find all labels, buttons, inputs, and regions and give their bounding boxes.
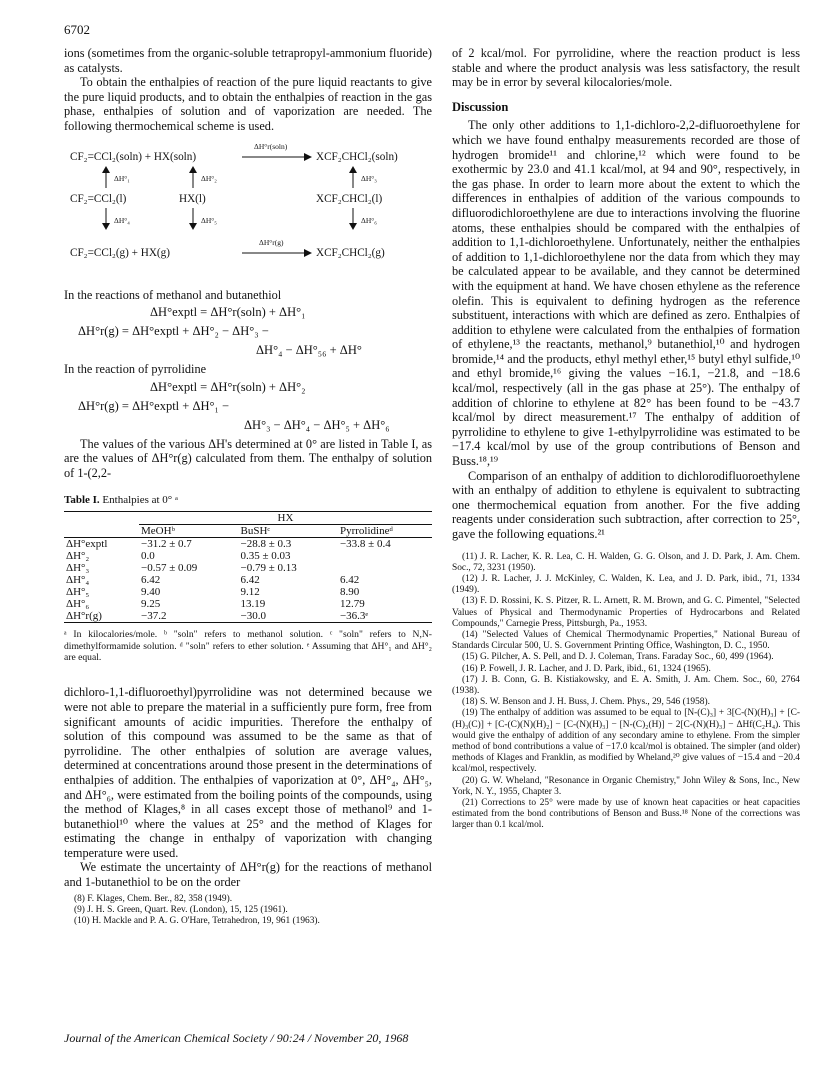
table-cell: 6.42 [339, 574, 360, 587]
table-cell: −0.79 ± 0.13 [240, 562, 297, 575]
reference-list [452, 552, 800, 832]
table-row [64, 574, 432, 586]
reference: (20) G. W. Wheland, "Resonance in Organic Chemistry," John Wiley & Sons, Inc., New York, N. Y., 1955, Chapter 3. [452, 775, 800, 797]
scheme-label: ΔH°r(g) [259, 237, 284, 247]
equation: ΔH°r(g) = ΔH°exptl + ΔH°₁ − [78, 398, 230, 413]
scheme-liquid-product: XCF₂CHCl₂(l) [316, 192, 383, 205]
table-row-label: ΔH°₃ [66, 562, 90, 575]
paragraph: We estimate the uncertainty of ΔH°r(g) for the reactions of methanol and 1-butanethiol to be on the order [64, 860, 432, 890]
thermochemical-scheme [64, 140, 432, 286]
scheme-liquid-hx: HX(l) [179, 192, 206, 205]
reference: (11) J. R. Lacher, K. R. Lea, C. H. Walden, G. G. Olson, and J. D. Park, J. Am. Chem. Soc., 72, 3231 (1950). [452, 551, 800, 573]
scheme-label: ΔH°₂ [201, 173, 217, 183]
table-cell: 9.40 [141, 586, 161, 599]
table-cell: 0.0 [141, 550, 155, 563]
table-cell: 9.12 [240, 586, 260, 599]
table-column-header: BuSHᶜ [240, 525, 271, 538]
equation: ΔH°₄ − ΔH°₅₆ + ΔH° [256, 343, 362, 358]
table-row-label: ΔH°₄ [66, 574, 90, 587]
table-row [64, 538, 432, 551]
scheme-gas-product: XCF₂CHCl₂(g) [316, 246, 385, 259]
reference: (15) G. Pilcher, A. S. Pell, and D. J. Coleman, Trans. Faraday Soc., 60, 499 (1964). [462, 652, 774, 663]
table-cell: −30.0 [238, 610, 337, 623]
table-group-header: HX [139, 512, 432, 525]
paragraph: Comparison of an enthalpy of addition to dichlorodifluoroethylene with an enthalpy of addition to ethylene is equivalent to subtracting one thermochemical equation from another. For the five adding reagents under consideration such subtraction, after correction to 25°, gave the following equations.²¹ [452, 468, 800, 541]
reference: (21) Corrections to 25° were made by use of known heat capacities or heat capacities estimated from the bond contributions of Benson and Buss.¹⁸ None of the corrections was larger than 0.1 kcal/mol. [452, 798, 800, 831]
paragraph: The values of the various ΔH's determined at 0° are listed in Table I, as are the values of ΔH°r(g) calculated from them. The enthalpy of solution of 1-(2,2- [64, 436, 432, 480]
scheme-down-arrow [189, 208, 197, 230]
paragraph: In the reaction of pyrrolidine [64, 362, 207, 377]
table-cell [338, 562, 432, 574]
reference: (16) P. Fowell, J. R. Lacher, and J. D. Park, ibid., 61, 1324 (1965). [462, 663, 711, 674]
scheme-gas-reactants: CF₂=CCl₂(g) + HX(g) [70, 246, 170, 259]
table-row-label: ΔH°₂ [66, 550, 90, 563]
scheme-label: ΔH°₃ [361, 173, 377, 183]
enthalpy-table [64, 511, 432, 623]
page-number: 6702 [64, 22, 90, 37]
section-heading: Discussion [452, 99, 509, 114]
table-caption: Table I. Enthalpies at 0° ᵃ [64, 493, 178, 506]
scheme-product: XCF₂CHCl₂(soln) [316, 150, 398, 163]
table-row [64, 610, 432, 623]
table-cell: −37.2 [139, 610, 238, 623]
reference: (19) The enthalpy of addition was assumed to be equal to [N-(C)₃] + 3[C-(N)(H)₃] + [C-(H)₃(C)] + [C-(C)(N)(H)₂] − [C-(N)(H)₃] − [N-(C)₂(H)] − 2[C-(N)(H)₃] − ΔHf(C₂H₄). This would give the enthalpy of addition of any secondary amine to ethylene. From the simpler method of bond contributions a value of −17.0 kcal/mol is obtained. The simpler (and older) methods of Klages and Franklin, as modified by Wheland,²⁰ give values of −15.4 and −20.4 kcal/mol, respectively. [452, 708, 800, 775]
reference: (8) F. Klages, Chem. Ber., 82, 358 (1949). [74, 893, 233, 904]
paragraph: of 2 kcal/mol. For pyrrolidine, where the reaction product is less stable and where the product analysis was less satisfactory, the result may be in error by several kilocalories/mole. [452, 46, 800, 90]
table-row [64, 586, 432, 598]
paragraph: dichloro-1,1-difluoroethyl)pyrrolidine was not determined because we were not able to prepare the material in a sufficiently pure form, free from significant amounts of acidic impurities. Therefore the enthalpy of solution of this compound was assumed to be the same as that of pyrrolidine. The other enthalpies of solution are average values, determined at concentrations around those present in the determinations of enthalpies of addition. The enthalpies of vaporization at 0°, ΔH°₄, ΔH°₅, and ΔH°₆, were estimated from the boiling points of the compounds, using the method of Klages,⁸ in all cases except those of methanol⁹ and 1-butanethiol¹⁰ where the values at 25° and the method of Klages for estimating the change in enthalpy of vaporization with changing temperature were used. [64, 685, 432, 860]
table-cell: 6.42 [141, 574, 161, 587]
table-cell: −0.57 ± 0.09 [141, 562, 198, 575]
table-row [64, 598, 432, 610]
right-column [452, 46, 800, 832]
scheme-down-arrow [349, 208, 357, 230]
scheme-arrow [242, 152, 312, 162]
equation: ΔH°exptl = ΔH°r(soln) + ΔH°₂ [150, 379, 306, 394]
scheme-label: ΔH°₅ [201, 215, 217, 225]
scheme-reactants: CF₂=CCl₂(soln) + HX(soln) [70, 150, 197, 163]
table-cell: 9.25 [141, 598, 161, 611]
paragraph: ions (sometimes from the organic-soluble tetrapropyl-ammonium fluoride) as catalysts. [64, 46, 432, 75]
table-cell: −31.2 ± 0.7 [141, 538, 192, 551]
left-column [64, 46, 432, 927]
table-cell [338, 550, 432, 562]
table-row-label: ΔH°₆ [66, 598, 90, 611]
reference: (12) J. R. Lacher, J. J. McKinley, C. Walden, K. Lea, and J. D. Park, ibid., 71, 1334 (1949). [452, 574, 800, 596]
table-row [64, 550, 432, 562]
reference: (17) J. B. Conn, G. B. Kistiakowsky, and E. A. Smith, J. Am. Chem. Soc., 60, 2764 (1938). [452, 674, 800, 697]
scheme-label: ΔH°₁ [114, 173, 130, 183]
paragraph: The only other additions to 1,1-dichloro-2,2-difluoroethylene for which we have found enthalpy measurements recorded are those of hydrogen bromide¹¹ and chlorine,¹² which were found to be exothermic by 23.0 and 41.1 kcal/mol, at 94 and 90°, respectively, in the gas phase. In order to learn more about the extent to which the differences in enthalpies of addition of the various compounds to difluorodichloroethylene are due to interactions involving the fluorine atoms, these enthalpies should be compared with the enthalpies of addition to 1,1-dichloroethylene. Unfortunately, neither the enthalpies of addition to 1,1-dichloroethylene nor the data from which they may be calculated appear to be available, and they cannot be determined with the equipment at hand. We have chosen ethylene as the reference olefin. This is equivalent to defining hydrogen as the reference substituent, interactions with which are defined as zero. Enthalpies of addition to ethylene were calculated from the enthalpies of formation of ethylene,¹³ the reactants, methanol,⁹ butanethiol,¹⁰ and hydrogen bromide,¹⁴ and the products, ethyl methyl ether,¹⁵ butyl ethyl sulfide,¹⁰ and ethyl bromide,¹⁶ giving the values −16.1, −21.8, and −18.6 kcal/mol, respectively (all in the gas phase at 25°). The enthalpy of addition of chlorine to ethylene at 82° has been found to be −43.7 kcal/mol by direct measurement.¹⁷ The enthalpy of addition of pyrrolidine to ethylene to give 1-ethylpyrrolidine was estimated to be −17.4 kcal/mol by use of the group contributions of Benson and Buss.¹⁸,¹⁹ [452, 118, 800, 469]
table-cell: 8.90 [339, 586, 360, 599]
scheme-up-arrow [349, 166, 357, 188]
scheme-up-arrow [189, 166, 197, 188]
table-row-label: ΔH°₅ [66, 586, 90, 599]
paragraph: In the reactions of methanol and butanethiol [64, 287, 282, 302]
reference: (13) F. D. Rossini, K. S. Pitzer, R. L. Arnett, R. M. Brown, and G. C. Pimentel, "Selected Values of Physical and Thermodynamic Properties of Hydrocarbons and Related Compounds," Carnegie Press, Pittsburgh, Pa., 1953. [452, 596, 800, 629]
table-column-header: MeOHᵇ [141, 525, 175, 538]
scheme-up-arrow [102, 166, 110, 188]
table-cell: 13.19 [240, 598, 266, 611]
table-column-header: Pyrrolidineᵈ [339, 525, 393, 538]
table-cell: −28.8 ± 0.3 [240, 538, 292, 551]
table-footnotes: ᵃ In kilocalories/mole. ᵇ "soln" refers to methanol solution. ᶜ "soln" refers to N,N-dimethylformamide solution. ᵈ "soln" refers to ether solution. ᵉ Assuming that ΔH°₁ and ΔH°₂ are equal. [64, 629, 432, 663]
scheme-down-arrow [102, 208, 110, 230]
table-cell: −33.8 ± 0.4 [339, 538, 391, 551]
table-cell: 6.42 [240, 574, 260, 587]
equation: ΔH°exptl = ΔH°r(soln) + ΔH°₁ [150, 305, 306, 320]
journal-footer: Journal of the American Chemical Society / 90:24 / November 20, 1968 [64, 1031, 409, 1045]
reference: (18) S. W. Benson and J. H. Buss, J. Chem. Phys., 29, 546 (1958). [462, 697, 710, 708]
paragraph: To obtain the enthalpies of reaction of the pure liquid reactants to give the pure liquid products, and to obtain the enthalpies of reaction in the gas phase, enthalpies of solution and of vaporization are needed. The following thermochemical scheme is used. [64, 75, 432, 133]
scheme-label: ΔH°₆ [361, 215, 377, 225]
scheme-label: ΔH°₄ [114, 215, 130, 225]
scheme-label: ΔH°r(soln) [254, 141, 288, 151]
reference: (9) J. H. S. Green, Quart. Rev. (London), 15, 125 (1961). [74, 904, 288, 915]
table-cell: 12.79 [339, 598, 365, 611]
table-row-label: ΔH°exptl [66, 538, 108, 551]
table-row [64, 562, 432, 574]
table-row-label: ΔH°r(g) [64, 610, 139, 623]
reference: (14) "Selected Values of Chemical Thermodynamic Properties," National Bureau of Standards Circular 500, U. S. Government Printing Office, Washington, D. C., 1950. [452, 630, 800, 652]
equation: ΔH°r(g) = ΔH°exptl + ΔH°₂ − ΔH°₃ − [78, 324, 269, 339]
scheme-liquid-olefin: CF₂=CCl₂(l) [70, 192, 127, 205]
table-cell: −36.3ᵉ [338, 610, 432, 623]
table-cell: 0.35 ± 0.03 [240, 550, 291, 563]
reference-list [64, 894, 432, 928]
equation: ΔH°₃ − ΔH°₄ − ΔH°₅ + ΔH°₆ [244, 417, 390, 432]
reference: (10) H. Mackle and P. A. G. O'Hare, Tetrahedron, 19, 961 (1963). [74, 916, 320, 927]
scheme-arrow [242, 248, 312, 258]
